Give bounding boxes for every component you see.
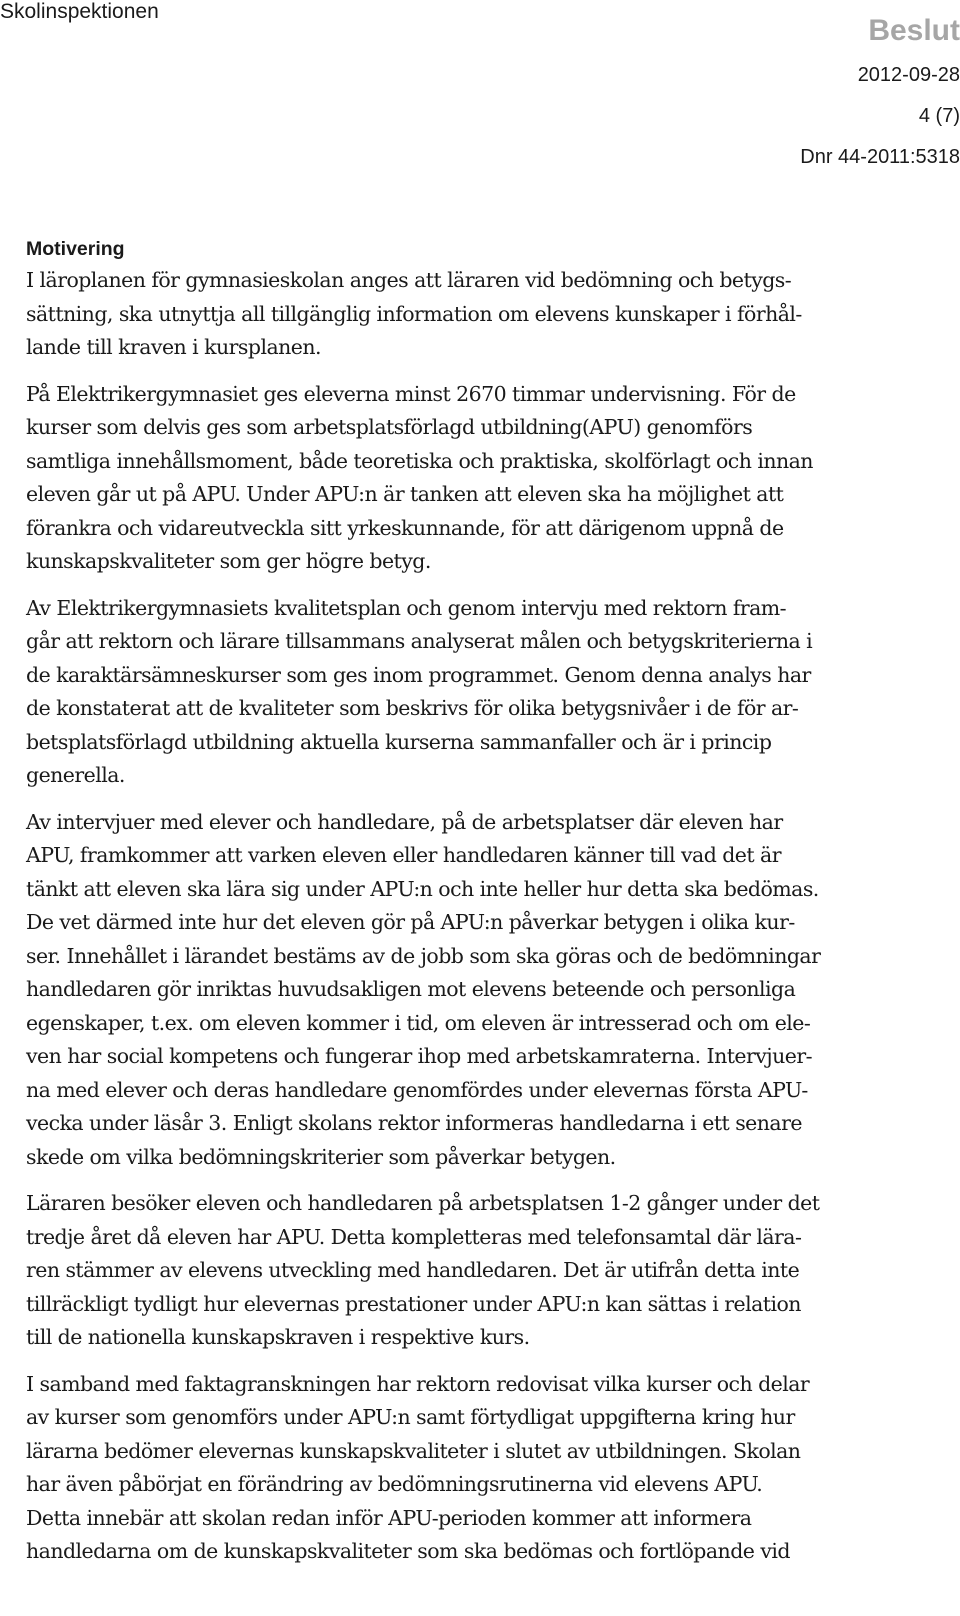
text-line: ser. Innehållet i lärandet bestäms av de jobb som ska göras och de bedömningar <box>26 943 821 968</box>
text-line: förankra och vidareutveckla sitt yrkeskunnande, för att därigenom uppnå de <box>26 515 784 540</box>
text-line: kunskapskvaliteter som ger högre betyg. <box>26 549 431 573</box>
text-line: kurser som delvis ges som arbetsplatsförlagd utbildning(APU) genomförs <box>26 415 753 439</box>
text-line: lärarna bedömer elevernas kunskapskvaliteter i slutet av utbildningen. Skolan <box>26 1438 801 1463</box>
paragraph <box>26 806 946 1175</box>
text-line: generella. <box>26 763 125 787</box>
text-line: har även påbörjat en förändring av bedömningsrutinerna vid elevens APU. <box>26 1472 763 1496</box>
text-line: na med elever och deras handledare genomfördes under elevernas första APU- <box>26 1077 808 1102</box>
text-line: de konstaterat att de kvaliteter som beskrivs för olika betygsnivåer i de för ar- <box>26 696 799 720</box>
text-line: I läroplanen för gymnasieskolan anges att läraren vid bedömning och betygs- <box>26 268 792 292</box>
text-line: handledaren gör inriktas huvudsakligen mot elevens beteende och personliga <box>26 977 796 1001</box>
text-line: ren stämmer av elevens utveckling med handledaren. Det är utifrån detta inte <box>26 1258 800 1282</box>
text-line: Läraren besöker eleven och handledaren på arbetsplatsen 1-2 gånger under det <box>26 1191 820 1215</box>
text-line: samtliga innehållsmoment, både teoretiska och praktiska, skolförlagt och innan <box>26 448 813 473</box>
text-line: vecka under läsår 3. Enligt skolans rektor informeras handledarna i ett senare <box>26 1111 802 1135</box>
page-number: 4 (7) <box>918 105 960 127</box>
text-line: går att rektorn och lärare tillsammans analyserat målen och betygskriterierna i <box>26 629 813 653</box>
text-line: egenskaper, t.ex. om eleven kommer i tid, om eleven är intresserad och om ele- <box>26 1010 811 1035</box>
document-date: 2012-09-28 <box>857 64 960 86</box>
text-line: sättning, ska utnyttja all tillgänglig information om elevens kunskaper i förhål- <box>26 301 802 326</box>
document-body <box>26 236 946 1582</box>
text-line: I samband med faktagranskningen har rektorn redovisat vilka kurser och delar <box>26 1371 810 1396</box>
text-line: handledarna om de kunskapskvaliteter som ska bedömas och fortlöpande vid <box>26 1539 790 1563</box>
document-type: Beslut <box>868 14 960 47</box>
text-line: Av Elektrikergymnasiets kvalitetsplan och genom intervju med rektorn fram- <box>26 595 787 620</box>
text-line: tredje året då eleven har APU. Detta kompletteras med telefonsamtal där lära- <box>26 1224 802 1249</box>
text-line: På Elektrikergymnasiet ges eleverna minst 2670 timmar undervisning. För de <box>26 381 796 406</box>
paragraph <box>26 264 946 365</box>
text-line: skede om vilka bedömningskriterier som påverkar betygen. <box>26 1144 616 1169</box>
paragraph <box>26 1187 946 1355</box>
text-line: lande till kraven i kursplanen. <box>26 335 321 359</box>
paragraph <box>26 592 946 793</box>
text-line: tänkt att eleven ska lära sig under APU:n och inte heller hur detta ska bedömas. <box>26 876 819 901</box>
section-heading: Motivering <box>26 238 125 260</box>
reference-number: Dnr 44-2011:5318 <box>800 146 960 168</box>
organization-name: Skolinspektionen <box>0 0 159 23</box>
text-line: APU, framkommer att varken eleven eller handledaren känner till vad det är <box>26 843 781 867</box>
text-line: de karaktärsämneskurser som ges inom programmet. Genom denna analys har <box>26 662 811 687</box>
paragraph-list <box>26 264 946 1569</box>
text-line: till de nationella kunskapskraven i respektive kurs. <box>26 1325 530 1349</box>
text-line: eleven går ut på APU. Under APU:n är tanken att eleven ska ha möjlighet att <box>26 482 784 506</box>
paragraph <box>26 378 946 579</box>
text-line: Av intervjuer med elever och handledare, på de arbetsplatser där eleven har <box>26 809 783 834</box>
text-line: tillräckligt tydligt hur elevernas prestationer under APU:n kan sättas i relation <box>26 1291 801 1316</box>
text-line: betsplatsförlagd utbildning aktuella kurserna sammanfaller och är i princip <box>26 729 772 754</box>
text-line: av kurser som genomförs under APU:n samt förtydligat uppgifterna kring hur <box>26 1405 795 1429</box>
paragraph <box>26 1368 946 1569</box>
text-line: ven har social kompetens och fungerar ihop med arbetskamraterna. Intervjuer- <box>26 1044 812 1068</box>
text-line: De vet därmed inte hur det eleven gör på APU:n påverkar betygen i olika kur- <box>26 910 795 934</box>
text-line: Detta innebär att skolan redan inför APU-perioden kommer att informera <box>26 1505 752 1530</box>
